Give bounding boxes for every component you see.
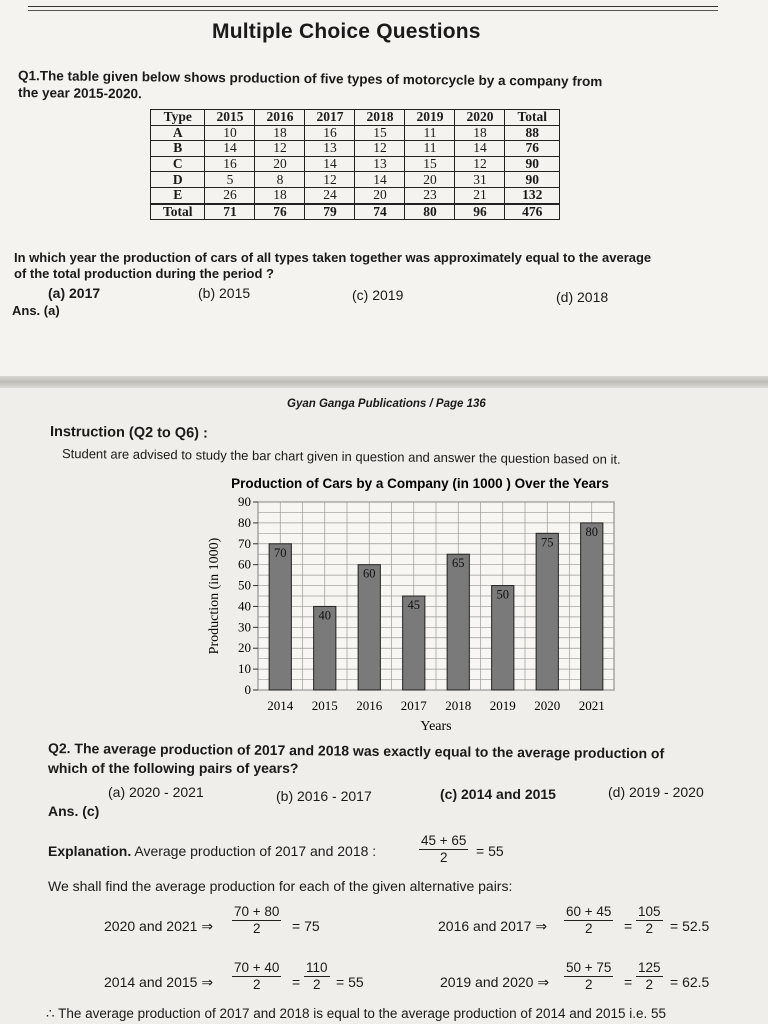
pair-result: = 62.5 bbox=[670, 974, 710, 990]
fraction-denominator: 2 bbox=[645, 977, 654, 992]
fraction-numerator: 125 bbox=[638, 960, 661, 975]
q2-question-line2: which of the following pairs of years? bbox=[48, 760, 299, 776]
table-header: Type bbox=[151, 110, 205, 126]
pair-fraction-simplified bbox=[636, 904, 663, 937]
x-tick-label: 2014 bbox=[267, 698, 294, 713]
table-cell: 18 bbox=[255, 125, 305, 141]
q2-answer: Ans. (c) bbox=[48, 803, 100, 819]
table-cell: 11 bbox=[405, 125, 455, 141]
table-type-cell: B bbox=[151, 141, 205, 157]
q1-answer: Ans. (a) bbox=[12, 303, 60, 318]
explanation-result: = 55 bbox=[476, 843, 504, 859]
q1-option-d: (d) 2018 bbox=[556, 289, 609, 305]
pair-result: = 52.5 bbox=[670, 918, 710, 934]
x-tick-label: 2019 bbox=[489, 698, 516, 713]
chart-grid bbox=[258, 502, 614, 690]
table-cell: 8 bbox=[255, 172, 305, 188]
x-tick-label: 2020 bbox=[534, 698, 561, 713]
fraction-denominator: 2 bbox=[584, 921, 593, 936]
bar-value-label: 60 bbox=[363, 566, 376, 581]
table-cell: 12 bbox=[305, 172, 355, 188]
q1-prompt-line2: of the total production during the period ? bbox=[14, 266, 274, 281]
table-cell: 31 bbox=[455, 172, 505, 188]
pair-result: = 75 bbox=[292, 918, 320, 934]
pair-fraction bbox=[564, 960, 613, 993]
table-total-cell: 90 bbox=[505, 172, 560, 188]
table-row bbox=[151, 187, 560, 203]
table-cell: 74 bbox=[355, 204, 405, 220]
bar-2016 bbox=[358, 565, 380, 690]
page-fold bbox=[0, 376, 768, 388]
x-axis-ticks bbox=[267, 698, 605, 713]
table-type-cell: C bbox=[151, 156, 205, 172]
table-cell: 20 bbox=[405, 172, 455, 188]
pair-fraction-simplified bbox=[636, 960, 663, 993]
pair-fraction-simplified bbox=[304, 960, 330, 993]
table-cell: 20 bbox=[255, 156, 305, 172]
bar-value-label: 40 bbox=[318, 608, 331, 623]
fraction-numerator: 50 + 75 bbox=[566, 960, 612, 975]
table-cell: 21 bbox=[455, 187, 505, 203]
q1-question-line1: Q1.The table given below shows production of five types of motorcycle by a company from bbox=[17, 68, 603, 90]
table-cell: 5 bbox=[205, 172, 255, 188]
bar-value-label: 65 bbox=[452, 556, 465, 571]
y-tick-label: 90 bbox=[238, 494, 251, 509]
table-header: 2017 bbox=[305, 110, 355, 126]
x-tick-label: 2015 bbox=[311, 698, 338, 713]
x-axis-label: Years bbox=[420, 719, 452, 734]
publisher-footer: Gyan Ganga Publications / Page 136 bbox=[287, 398, 486, 410]
q1-option-c: (c) 2019 bbox=[352, 287, 404, 303]
fraction-denominator: 2 bbox=[313, 977, 321, 992]
equals-sign: = bbox=[624, 918, 633, 934]
table-total-cell: 90 bbox=[505, 156, 560, 172]
explanation-fraction bbox=[419, 833, 468, 866]
q1-option-a: (a) 2017 bbox=[48, 285, 101, 301]
pair-fraction bbox=[232, 904, 281, 937]
bar-2020 bbox=[536, 533, 558, 690]
table-header: 2016 bbox=[255, 110, 305, 126]
page-title: Multiple Choice Questions bbox=[212, 20, 481, 43]
instruction-title: Instruction (Q2 to Q6) : bbox=[49, 424, 208, 442]
conclusion-text: ∴ The average production of 2017 and 2018 is equal to the average production of 2014 and 2015 i.e. 55 bbox=[46, 1006, 667, 1021]
table-cell: 14 bbox=[205, 141, 255, 157]
q1-prompt-line1: In which year the production of cars of all types taken together was approximately equal to the average bbox=[14, 250, 652, 265]
bar-chart bbox=[180, 468, 640, 740]
table-cell: 26 bbox=[205, 187, 255, 203]
table-header: 2015 bbox=[205, 110, 255, 126]
fraction-numerator: 45 + 65 bbox=[421, 833, 467, 848]
table-total-cell: 88 bbox=[505, 125, 560, 141]
fraction-denominator: 2 bbox=[584, 977, 593, 992]
table-cell: 24 bbox=[305, 187, 355, 203]
table-cell: 15 bbox=[405, 156, 455, 172]
q2-option-d: (d) 2019 - 2020 bbox=[608, 784, 704, 800]
y-tick-label: 70 bbox=[238, 535, 251, 551]
production-table bbox=[150, 109, 560, 220]
table-cell: 20 bbox=[355, 187, 405, 203]
table-row bbox=[151, 156, 560, 172]
chart-title: Production of Cars by a Company (in 1000 ) Over the Years bbox=[231, 476, 609, 491]
table-total-cell: 476 bbox=[505, 204, 560, 220]
q2-option-a: (a) 2020 - 2021 bbox=[108, 784, 204, 800]
table-header: Total bbox=[505, 110, 560, 126]
table-total-cell: 132 bbox=[505, 187, 560, 203]
table-header: 2018 bbox=[355, 110, 405, 126]
y-tick-label: 60 bbox=[238, 556, 251, 572]
equals-sign: = bbox=[292, 974, 301, 990]
fraction-denominator: 2 bbox=[252, 977, 261, 992]
pair-label: 2014 and 2015 ⇒ bbox=[104, 974, 214, 990]
y-tick-label: 80 bbox=[238, 514, 251, 530]
table-header: 2019 bbox=[405, 110, 455, 126]
bar-value-label: 50 bbox=[496, 587, 509, 602]
table-cell: 13 bbox=[305, 141, 355, 157]
table-cell: 13 bbox=[355, 156, 405, 172]
pair-result: = 55 bbox=[336, 974, 364, 990]
instruction-text: Student are advised to study the bar chart given in question and answer the question based on it. bbox=[61, 446, 621, 467]
y-axis-label: Production (in 1000) bbox=[207, 537, 222, 655]
y-tick-label: 10 bbox=[238, 661, 251, 677]
x-tick-label: 2018 bbox=[445, 698, 472, 713]
bar-value-label: 75 bbox=[541, 535, 554, 550]
y-tick-label: 0 bbox=[244, 682, 251, 697]
table-type-cell: E bbox=[151, 187, 205, 203]
fraction-numerator: 110 bbox=[306, 960, 328, 975]
x-tick-label: 2017 bbox=[400, 698, 427, 713]
q2-option-b: (b) 2016 - 2017 bbox=[276, 788, 372, 804]
fraction-denominator: 2 bbox=[439, 850, 448, 865]
fraction-numerator: 70 + 80 bbox=[234, 904, 280, 919]
table-cell: 14 bbox=[455, 141, 505, 157]
table-row bbox=[151, 172, 560, 188]
pair-fraction bbox=[564, 904, 613, 937]
y-tick-label: 40 bbox=[238, 598, 251, 614]
fraction-denominator: 2 bbox=[645, 921, 654, 936]
table-cell: 12 bbox=[255, 141, 305, 157]
fraction-numerator: 70 + 40 bbox=[234, 960, 280, 975]
table-cell: 15 bbox=[355, 125, 405, 141]
q2-option-c: (c) 2014 and 2015 bbox=[440, 786, 556, 802]
equals-sign: = bbox=[624, 974, 633, 990]
table-row bbox=[151, 125, 560, 141]
table-cell: 10 bbox=[205, 125, 255, 141]
table-cell: 79 bbox=[305, 204, 355, 220]
y-tick-label: 20 bbox=[238, 640, 251, 656]
x-tick-label: 2016 bbox=[356, 698, 383, 713]
table-cell: 18 bbox=[255, 187, 305, 203]
table-cell: 18 bbox=[455, 125, 505, 141]
pair-fraction bbox=[232, 960, 281, 993]
table-header: 2020 bbox=[455, 110, 505, 126]
x-tick-label: 2021 bbox=[578, 698, 605, 713]
explanation-text: Average production of 2017 and 2018 : bbox=[134, 843, 377, 859]
header-rule bbox=[28, 6, 718, 7]
table-cell: 96 bbox=[455, 204, 505, 220]
table-cell: 23 bbox=[405, 187, 455, 203]
table-type-cell: Total bbox=[151, 204, 205, 220]
table-cell: 14 bbox=[305, 156, 355, 172]
q2-question-line1: Q2. The average production of 2017 and 2018 was exactly equal to the average production of bbox=[47, 740, 665, 762]
header-rule-thin bbox=[28, 10, 718, 11]
bar-2021 bbox=[581, 523, 603, 690]
bar-value-label: 45 bbox=[407, 598, 420, 612]
explanation-label: Explanation. bbox=[48, 843, 132, 859]
fraction-numerator: 105 bbox=[638, 904, 661, 919]
table-cell: 76 bbox=[255, 204, 305, 220]
find-text: We shall find the average production for each of the given alternative pairs: bbox=[48, 878, 513, 894]
y-axis-ticks bbox=[238, 494, 258, 697]
table-cell: 14 bbox=[355, 172, 405, 188]
y-tick-label: 50 bbox=[238, 577, 251, 593]
table-cell: 80 bbox=[405, 204, 455, 220]
explanation-line bbox=[48, 843, 376, 859]
pair-label: 2020 and 2021 ⇒ bbox=[104, 918, 214, 934]
pair-label: 2016 and 2017 ⇒ bbox=[438, 918, 548, 934]
q1-option-b: (b) 2015 bbox=[198, 285, 251, 301]
bar-2014 bbox=[269, 544, 291, 690]
table-cell: 12 bbox=[455, 156, 505, 172]
table-cell: 71 bbox=[205, 204, 255, 220]
table-total-cell: 76 bbox=[505, 141, 560, 157]
table-cell: 11 bbox=[405, 141, 455, 157]
table-type-cell: D bbox=[151, 172, 205, 188]
pair-label: 2019 and 2020 ⇒ bbox=[440, 974, 550, 990]
q1-question-line2: the year 2015-2020. bbox=[17, 85, 142, 102]
bar-value-label: 80 bbox=[585, 524, 598, 539]
table-cell: 16 bbox=[305, 125, 355, 141]
table-row bbox=[151, 141, 560, 157]
bar-value-label: 70 bbox=[274, 545, 287, 560]
bar-2018 bbox=[447, 554, 469, 690]
table-header-row bbox=[151, 110, 560, 126]
fraction-numerator: 60 + 45 bbox=[566, 904, 612, 919]
y-tick-label: 30 bbox=[238, 619, 251, 635]
fraction-denominator: 2 bbox=[252, 921, 261, 936]
table-cell: 12 bbox=[355, 141, 405, 157]
table-total-row bbox=[151, 204, 560, 220]
table-type-cell: A bbox=[151, 125, 205, 141]
table-cell: 16 bbox=[205, 156, 255, 172]
